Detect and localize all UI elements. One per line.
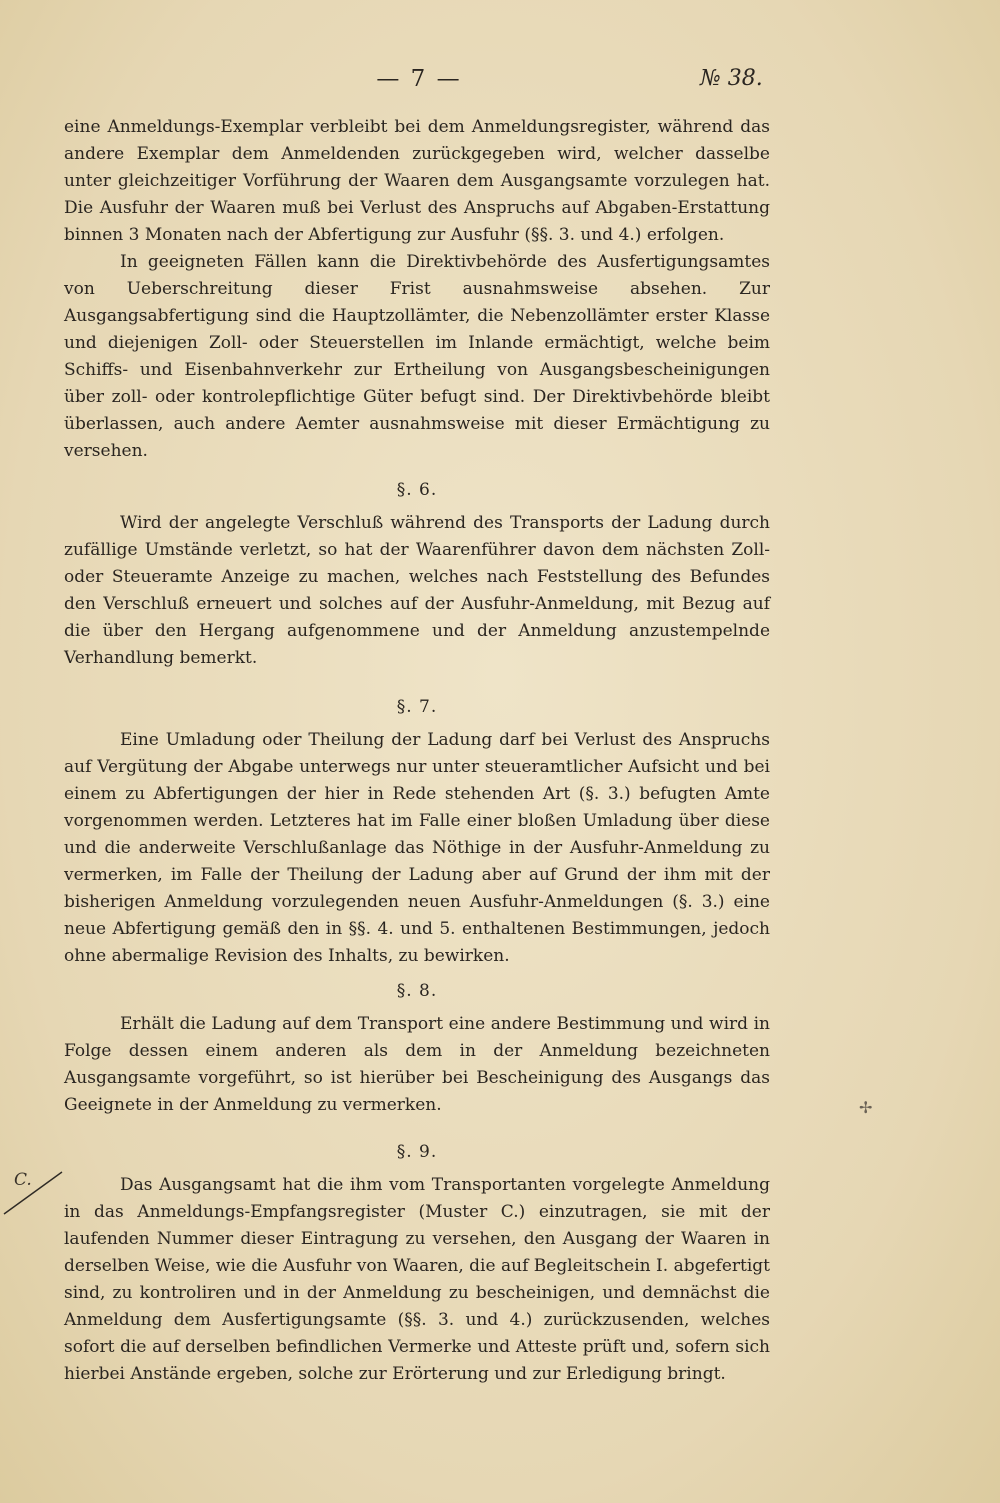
page-number: — 7 — <box>376 66 462 92</box>
paragraph-continuation: eine Anmeldungs-Exemplar verbleibt bei dem Anmeldungsregister, während das andere Exemplar dem Anmeldenden zurückgegeben wird, welcher dasselbe unter gleichzeitiger Vorführung der Waaren dem Ausgangsamte vorzulegen hat. Die Ausfuhr der Waaren muß bei Verlust des Anspruchs auf Abgaben-Erstattung binnen 3 Monaten nach der Abfertigung zur Ausfuhr (§§. 3. und 4.) erfolgen. <box>64 117 770 245</box>
section-text-7: Eine Umladung oder Theilung der Ladung darf bei Verlust des Anspruchs auf Vergütung der Abgabe unterwegs nur unter steueramtlicher Aufsicht und bei einem zu Abfertigungen der hier in Rede stehenden Art (§. 3.) befugten Amte vorgenommen werden. Letzteres hat im Falle einer bloßen Umladung über diese und die anderweite Verschlußanlage das Nöthige in der Ausfuhr-Anmeldung zu vermerken, im Falle der Theilung der Ladung aber auf Grund der ihm mit der bisherigen Anmeldung vorzulegenden neuen Ausfuhr-Anmeldungen (§. 3.) eine neue Abfertigung gemäß den in §§. 4. und 5. enthaltenen Bestimmungen, jedoch ohne abermalige Revision des Inhalts, zu bewirken. <box>64 730 770 966</box>
section-heading-6: §. 6. <box>396 480 438 500</box>
page-header <box>0 66 1000 106</box>
paragraph: In geeigneten Fällen kann die Direktivbehörde des Ausfertigungsamtes von Ueberschreitung dieser Frist ausnahmsweise absehen. Zur Ausgangsabfertigung sind die Hauptzollämter, die Nebenzollämter erster Klasse und diejenigen Zoll- oder Steuerstellen im Inlande ermächtigt, welche beim Schiffs- und Eisenbahnverkehr zur Ertheilung von Ausgangsbescheinigungen über zoll- oder kontrolepflichtige Güter befugt sind. Der Direktivbehörde bleibt überlassen, auch andere Aemter ausnahmsweise mit dieser Ermächtigung zu versehen. <box>64 252 770 461</box>
section-text-6: Wird der angelegte Verschluß während des Transports der Ladung durch zufällige Umstände verletzt, so hat der Waarenführer davon dem nächsten Zoll- oder Steueramte Anzeige zu machen, welches nach Feststellung des Befundes den Verschluß erneuert und solches auf der Ausfuhr-Anmeldung, mit Bezug auf die über den Hergang aufgenommene und der Anmeldung anzustempelnde Verhandlung bemerkt. <box>64 513 770 668</box>
section-heading-8: §. 8. <box>396 981 438 1001</box>
margin-note: C. <box>14 1170 32 1190</box>
paper-speck: ✢ <box>859 1098 873 1117</box>
issue-number: № 38. <box>700 66 763 91</box>
margin-stroke-mark <box>0 1162 70 1222</box>
section-text-9: Das Ausgangsamt hat die ihm vom Transportanten vorgelegte Anmeldung in das Anmeldungs-Empfangsregister (Muster C.) einzutragen, sie mit der laufenden Nummer dieser Eintragung zu versehen, den Ausgang der Waaren in derselben Weise, wie die Ausfuhr von Waaren, die auf Begleitschein I. abgefertigt sind, zu kontroliren und in der Anmeldung zu bescheinigen, und demnächst die Anmeldung dem Ausfertigungsamte (§§. 3. und 4.) zurückzusenden, welches sofort die auf derselben befindlichen Vermerke und Atteste prüft und, sofern sich hierbei Anstände ergeben, solche zur Erörterung und zur Erledigung bringt. <box>64 1175 770 1384</box>
section-text-8: Erhält die Ladung auf dem Transport eine andere Bestimmung und wird in Folge dessen einem anderen als dem in der Anmeldung bezeichneten Ausgangsamte vorgeführt, so ist hierüber bei Bescheinigung des Ausgangs das Geeignete in der Anmeldung zu vermerken. <box>64 1014 770 1115</box>
section-heading-9: §. 9. <box>396 1142 438 1162</box>
section-heading-7: §. 7. <box>396 697 438 717</box>
document-body <box>64 114 770 1388</box>
